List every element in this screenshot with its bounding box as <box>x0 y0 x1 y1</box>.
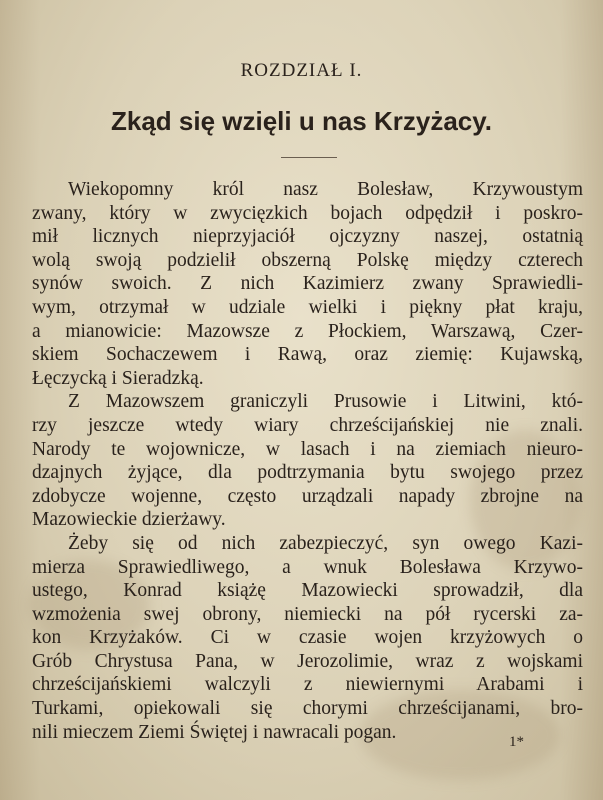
text-line: dzajnych żyjące, dla podtrzymania bytu swojego przez <box>32 462 583 484</box>
text-line: synów swoich. Z nich Kazimierz zwany Sprawiedli- <box>32 273 583 295</box>
text-line: Z Mazowszem graniczyli Prusowie i Litwini, któ- <box>68 391 583 413</box>
chapter-heading: ROZDZIAŁ I. <box>240 60 363 81</box>
text-line: nili mieczem Ziemi Świętej i nawracali pogan. <box>32 721 397 743</box>
text-line: Mazowieckie dzierżawy. <box>32 509 226 531</box>
chapter-body <box>32 178 583 744</box>
text-line: Łęczycką i Sieradzką. <box>32 367 204 389</box>
text-line: zwany, który w zwycięzkich bojach odpędził i poskro- <box>32 202 583 224</box>
text-line: a mianowicie: Mazowsze z Płockiem, Warszawą, Czer- <box>32 320 583 342</box>
text-line: kon Krzyżaków. Ci w czasie wojen krzyżowych o <box>32 627 583 649</box>
text-line: Żeby się od nich zabezpieczyć, syn owego Kazi- <box>68 532 583 554</box>
paragraph <box>32 532 583 744</box>
paragraph <box>32 390 583 532</box>
text-line: zdobycze wojenne, często urządzali napady zbrojne na <box>32 485 583 507</box>
text-line: wolą swoją podzielił obszerną Polskę między czterech <box>32 249 583 271</box>
text-line: Grób Chrystusa Pana, w Jerozolimie, wraz z wojskami <box>32 650 583 672</box>
title-divider <box>281 157 337 158</box>
paragraph <box>32 178 583 390</box>
text-line: Turkami, opiekowali się chorymi chrześcijanami, bro- <box>32 698 583 720</box>
text-line: wzmożenia swej obrony, niemiecki na pół rycerski za- <box>32 603 583 625</box>
text-line: chrześcijańskiemi walczyli z niewiernymi Arabami i <box>32 674 583 696</box>
text-line: skiem Sochaczewem i Rawą, oraz ziemię: Kujawską, <box>32 344 583 366</box>
text-line: ustego, Konrad książę Mazowiecki sprowadził, dla <box>32 580 583 602</box>
text-line: rzy jeszcze wtedy wiary chrześcijańskiej nie znali. <box>32 414 583 436</box>
text-line: Wiekopomny król nasz Bolesław, Krzywoustym <box>68 179 583 200</box>
chapter-title: Zkąd się wzięli u nas Krzyżacy. <box>110 106 492 136</box>
text-line: wym, otrzymał w udziale wielki i piękny płat kraju, <box>32 296 583 318</box>
text-line: Narody te wojownicze, w lasach i na ziemiach nieuro- <box>32 438 583 460</box>
text-line: mierza Sprawiedliwego, a wnuk Bolesława Krzywo- <box>32 556 583 578</box>
page-number: 1* <box>509 734 524 750</box>
text-line: mił licznych nieprzyjaciół ojczyzny naszej, ostatnią <box>32 226 583 248</box>
